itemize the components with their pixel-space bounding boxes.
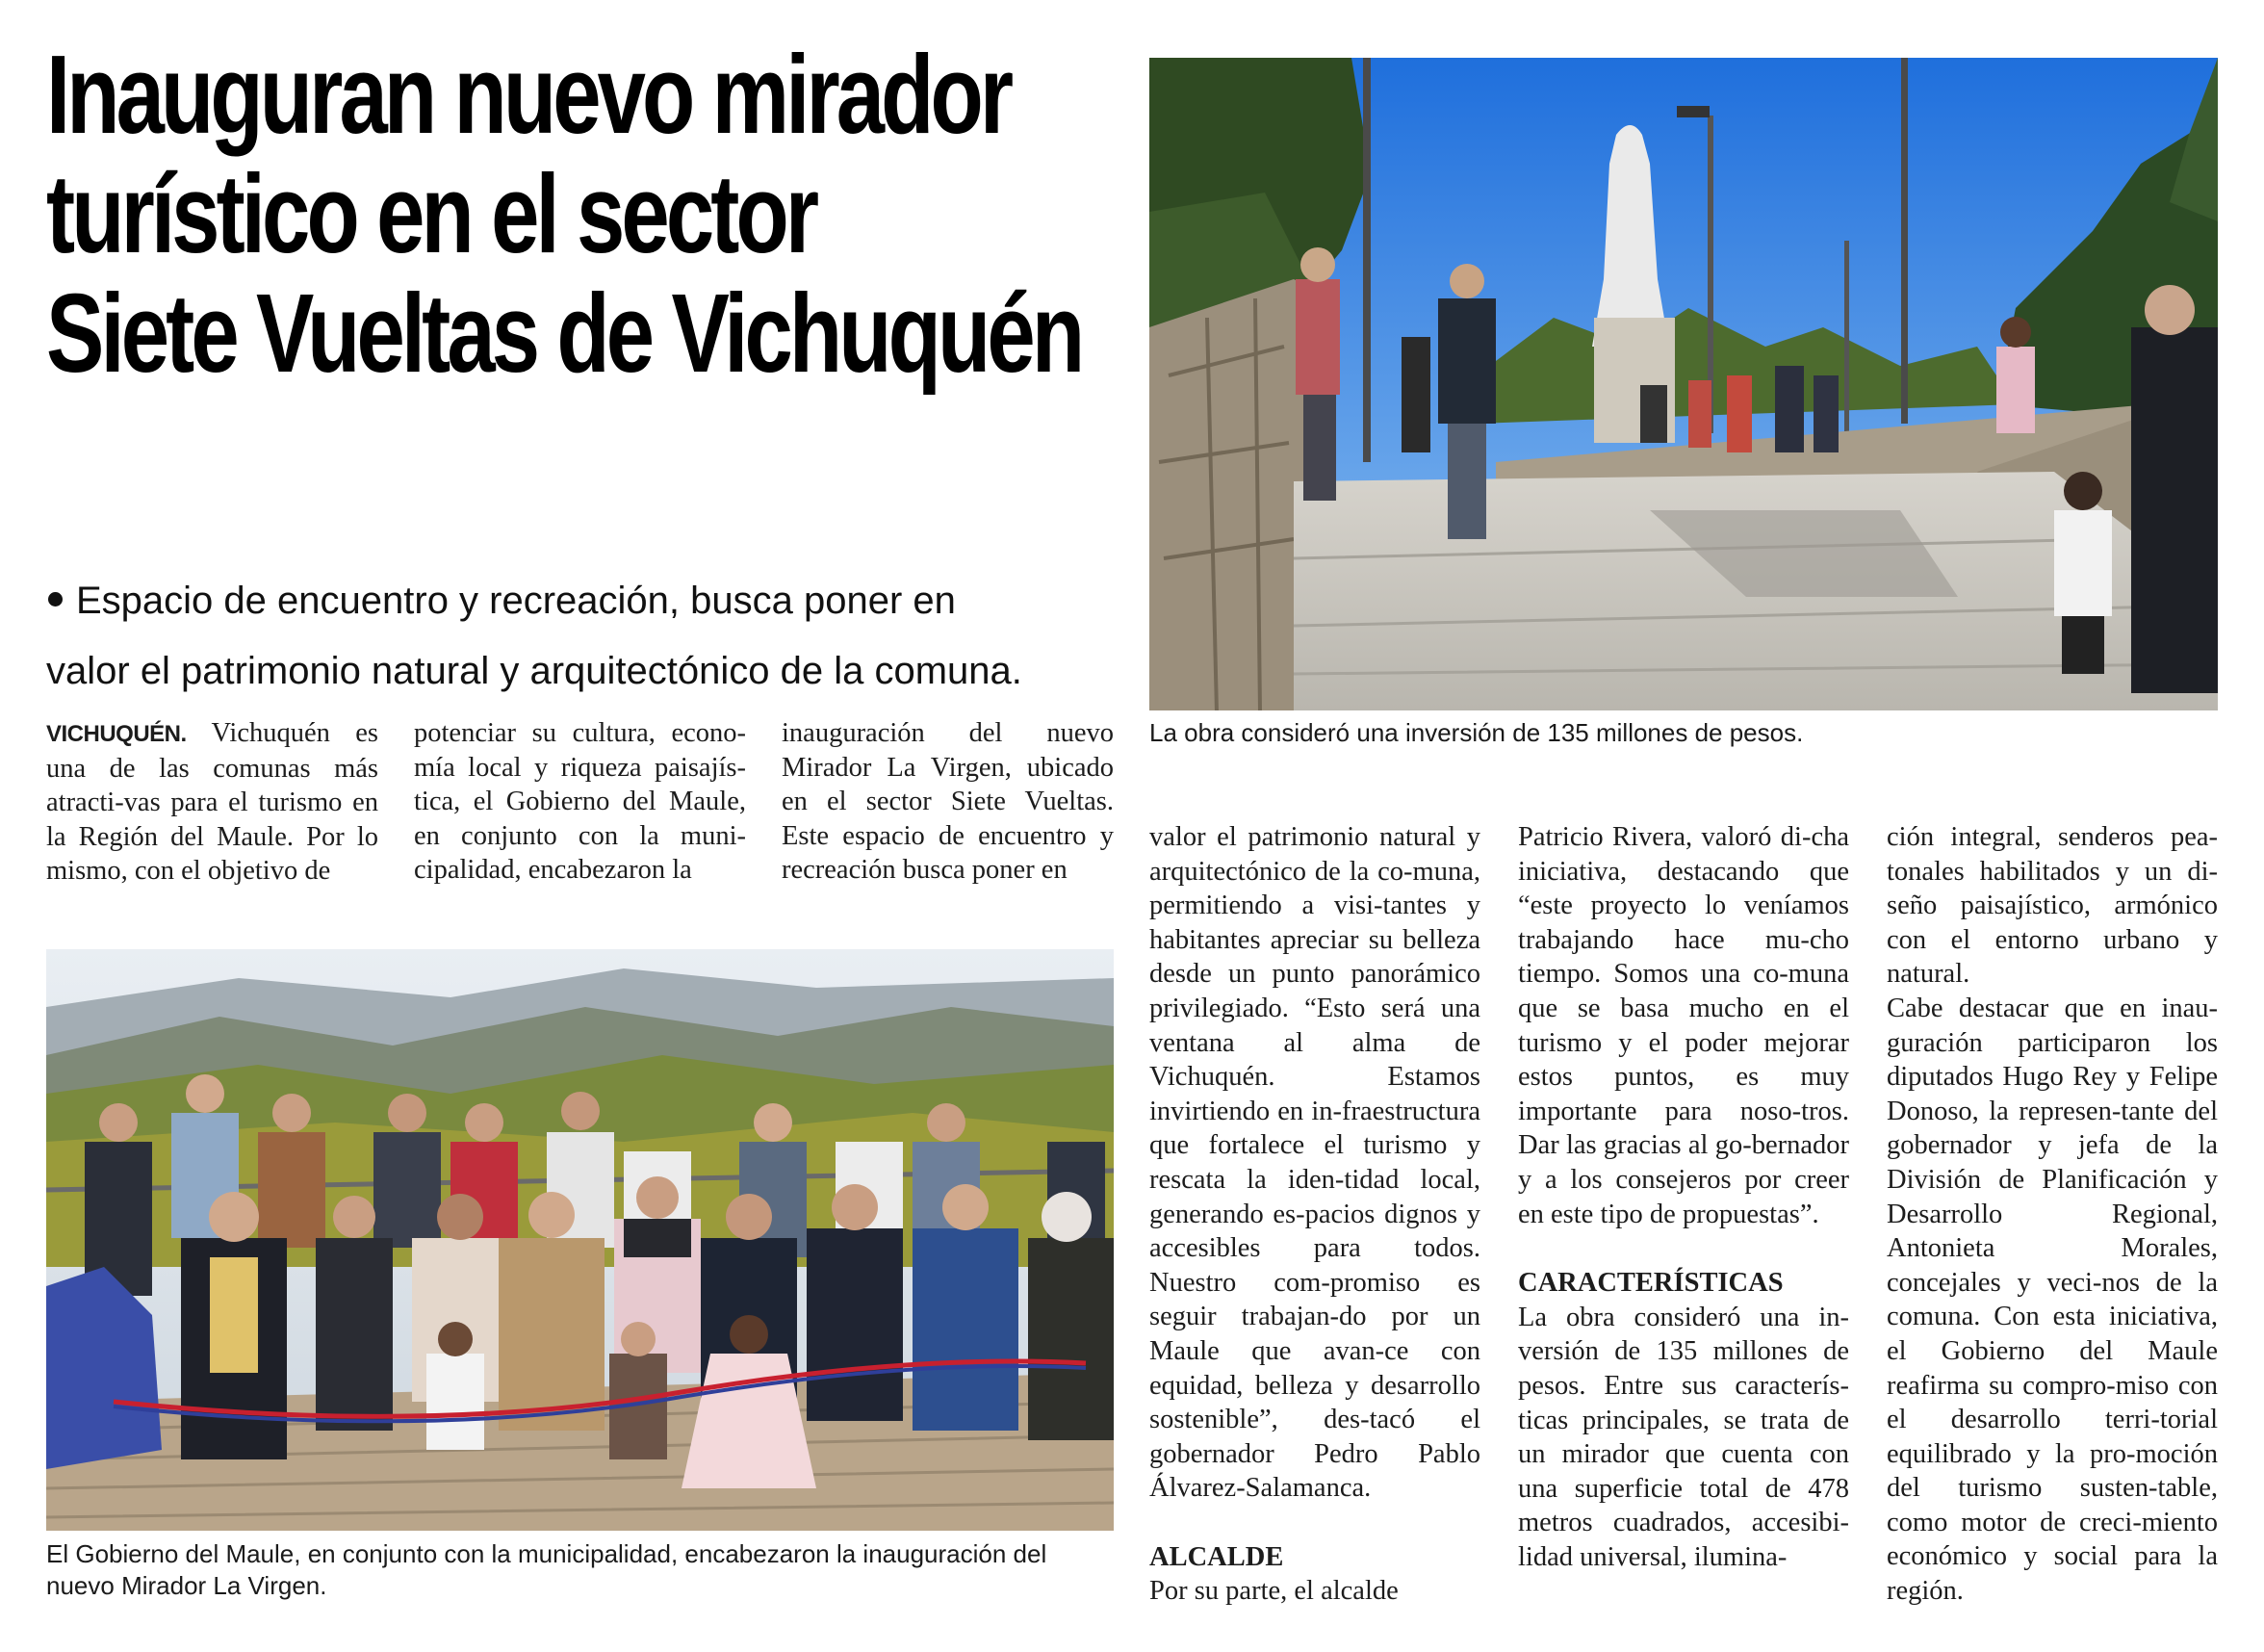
body-column-3 <box>782 716 1114 888</box>
body-column-1-body: Vichuquén es una de las comunas más atracti-vas para el turismo en la Región del Maule. Por lo mismo, con el objetivo de <box>46 718 378 887</box>
photo-inauguration-group <box>46 949 1114 1531</box>
deck <box>46 566 1122 707</box>
headline-line-2: turístico en el sector <box>46 151 816 276</box>
body-column-4-text: valor el patrimonio natural y arquitectónico de la co-muna, permitiendo a visi-tantes y habitantes apreciar su belleza desde un punto panorámico privilegiado. “Esto será una ventana al alma de Vichuquén. Estamos invirtiendo en in-fraestructura que fortalece el turismo y rescata la iden-tidad local, generando es-pacios dignos y accesibles para todos. Nuestro com-promiso es seguir trabajan-do por un Maule que avan-ce con equidad, belleza y desarrollo sostenible”, des-tacó el gobernador Pedro Pablo Álvarez-Salamanca. <box>1149 822 1480 1504</box>
body-column-2-text: potenciar su cultura, econo-mía local y riqueza paisajís-tica, el Gobierno del Maule, en conjunto con la muni-cipalidad, encabezaron la <box>414 718 746 886</box>
body-column-6 <box>1887 820 2218 1609</box>
photo-mirador-statue-image <box>1149 58 2218 710</box>
deck-line-2: valor el patrimonio natural y arquitectónico de la comuna. <box>46 650 1022 692</box>
photo-inauguration-caption-line-1: El Gobierno del Maule, en conjunto con la municipalidad, encabezaron la inauguración del <box>46 1539 1047 1568</box>
headline-line-3: Siete Vueltas de Vichuquén <box>46 271 1082 396</box>
body-column-6-text-2: Cabe destacar que en inau-guración participaron los diputados Hugo Rey y Felipe Donoso, la represen-tante del gobernador y jefa de la División de Planificación y Desarrollo Regional, Antonieta Morales, concejales y veci-nos de la comuna. Con esta iniciativa, el Gobierno del Maule reafirma su compro-miso con el desarrollo terri-torial equilibrado y la pro-moción del turismo susten-table, como motor de creci-miento económico y social para la región. <box>1887 993 2218 1607</box>
deck-line-1 <box>46 566 1122 636</box>
body-column-3-text: inauguración del nuevo Mirador La Virgen, ubicado en el sector Siete Vueltas. Este espacio de encuentro y recreación busca poner en <box>782 718 1114 886</box>
photo-inauguration-caption <box>46 1538 1115 1602</box>
headline-line-1: Inauguran nuevo mirador <box>46 32 1011 157</box>
headline <box>46 32 1082 396</box>
photo-inauguration-caption-line-2: nuevo Mirador La Virgen. <box>46 1571 327 1600</box>
body-column-4-text-2: Por su parte, el alcalde <box>1149 1576 1399 1607</box>
photo-mirador-statue <box>1149 58 2218 710</box>
body-column-5 <box>1518 820 1849 1574</box>
photo-mirador-caption: La obra consideró una inversión de 135 millones de pesos. <box>1149 718 1804 747</box>
body-column-2 <box>414 716 746 888</box>
body-column-1 <box>46 716 378 889</box>
body-column-1-text <box>46 716 378 889</box>
subhead-alcalde: ALCALDE <box>1149 1541 1284 1572</box>
body-column-5-text-2: La obra consideró una in-versión de 135 millones de pesos. Entre sus caracterís-ticas principales, se trata de un mirador que cuenta con una superficie total de 478 metros cuadrados, accesibi-lidad universal, ilumina- <box>1518 1302 1849 1572</box>
body-column-4 <box>1149 820 1480 1609</box>
spacer <box>1518 1231 1849 1266</box>
bullet-icon <box>48 592 63 607</box>
body-column-5-text: Patricio Rivera, valoró di-cha iniciativa, destacando que “este proyecto lo veníamos trabajando hace mu-cho tiempo. Somos una co-muna que se basa mucho en el turismo y el poder mejorar estos puntos, es muy importante para noso-tros. Dar las gracias al go-bernador y a los consejeros por creer en este tipo de propuestas”. <box>1518 822 1849 1229</box>
spacer <box>1149 1506 1480 1540</box>
dateline: VICHUQUÉN. <box>46 721 187 747</box>
photo-inauguration-group-image <box>46 949 1114 1531</box>
subhead-caracteristicas: CARACTERÍSTICAS <box>1518 1268 1784 1299</box>
body-column-6-text: ción integral, senderos pea-tonales habilitados y un di-seño paisajístico, armónico con el entorno urbano y natural. <box>1887 822 2218 990</box>
deck-line-1-text: Espacio de encuentro y recreación, busca poner en <box>76 580 956 622</box>
